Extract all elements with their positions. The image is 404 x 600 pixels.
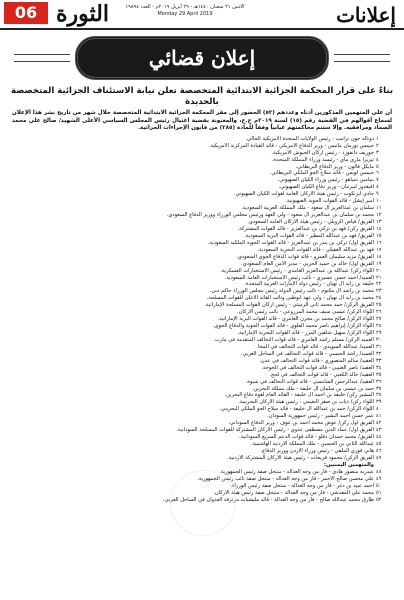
announcement-banner (75, 36, 329, 80)
list-item (14, 337, 390, 344)
list-item-text: طارق محمد عبدالله صالح - فار من وجه العدالة - قائد مليشيات مرتزقة العدوان في الساحل الغربي. (162, 496, 374, 503)
list-item-text: العميد/ أحمد حسن عسيري - نائب رئيس الاستخبارات العامة السعودية. (224, 274, 374, 281)
list-item-number: ١٢ (376, 212, 382, 219)
list-item-number: ٣٧ (376, 385, 382, 392)
list-item-text: اللواء الركن/ حمد بن عبدالله آل خليفة - قائد سلاح الجو الملكي البحريني. (219, 406, 374, 413)
page-header (0, 0, 404, 30)
list-item (14, 448, 390, 455)
newspaper-logo: الثورة (56, 1, 109, 27)
list-item-number: ٢٢ (376, 281, 382, 288)
list-item-number: ٤٦ (376, 447, 382, 454)
list-item-text: الفريق أول/ خالد بن حميد الحربي - مدير الأمن العام السعودي. (241, 260, 374, 267)
list-item (14, 233, 390, 240)
list-item-number: ٥١ (376, 489, 382, 496)
list-item-text: الفريق/ فهد بن عبدالله المطير - قائد القوات البرية السعودية. (244, 232, 374, 239)
list-item (14, 330, 390, 337)
list-item-number: ١٩ (376, 260, 382, 267)
list-item-text: اللواء ركن/ عبدالله بن عبدالعزيز الغامدي - رئيس الاستخبارات العسكرية. (220, 267, 374, 274)
ornament-left-icon (14, 54, 70, 62)
list-item-number: ٤١ (376, 413, 382, 420)
list-item-number: ١٧ (376, 246, 382, 253)
list-item (14, 191, 390, 198)
list-item-number: ٤٤ (376, 434, 382, 441)
list-item-text: بنيامين نتنياهو - رئيس وزراء الكيان الصهيوني. (277, 177, 374, 184)
list-item (14, 358, 390, 365)
list-item (14, 198, 390, 205)
list-item-number: ٥٠ (376, 482, 382, 489)
list-item-text: الفريق أول/ تركي بن بندر بن عبدالعزيز - قائد القوات الجوية الملكية السعودية. (207, 239, 374, 246)
list-item (14, 351, 390, 358)
list-item (14, 150, 390, 157)
list-item-number: ٢١ (376, 274, 382, 281)
accused-list (14, 136, 390, 504)
list-item-number: ٢٤ (376, 295, 382, 302)
list-item-text: العقيد/ سالم المنصوري - قائد قوات التحالف في عدن. (259, 357, 374, 364)
list-item-text: فهد بن عبدالله الغفيلي - قائد القوات البحرية السعودية. (257, 246, 374, 253)
intro-paragraph: أن على المتهمين المذكورين أدناه وعددهم (٥٢) الحضور إلى مقر المحكمة الجزائية الابتدائية المتخصصة خلال شهر من تاريخ نشر هذا الإعلان لسماع أقوالهم في القضية رقم (١٥) لسنة ٢٠١٩م ج.ج، والمعنونة بقضية اغتيال رئيس المجلس السياسي الأعلى الشهيد/ صالح علي محمد الصماد ومرافقيه. وإلا ستتم محاكمتهم غيابياً وفقاً للمادة (٢٨٥) من قانون الإجراءات الجزائية. (12, 110, 393, 132)
list-item-number: ١٦ (376, 239, 382, 246)
list-item-text: اللواء الركن/ سهيل شاهين المرر - قائد القوات البحرية الإماراتية. (237, 330, 374, 337)
list-item-number: ٥ (376, 163, 379, 170)
watermark-seal-icon (170, 470, 236, 536)
list-item (14, 309, 390, 316)
list-item (14, 275, 390, 282)
list-item-number: ٤٨ (376, 468, 382, 475)
list-item-number: ٣١ (376, 343, 382, 350)
list-item (14, 288, 390, 295)
list-item-text: حمد بن عيسى بن سلمان آل خليفة - ملك مملكة البحرين. (252, 385, 374, 392)
headline: بناءً على قرار المحكمة الجزائية الابتدائية المتخصصة تعلن نيابة الاستئناف الجزائية المتخصصة بالحديدة (10, 86, 394, 107)
list-item-number: ٤٠ (376, 406, 382, 413)
list-item-number: ٢٧ (376, 316, 382, 323)
list-item-text: المشير ركن/ خليفة بن أحمد آل خليفة - القائد العام لقوة دفاع البحرين. (224, 392, 374, 399)
list-item-text: سلمان بن عبدالعزيز آل سعود - ملك المملكة العربية السعودية. (241, 205, 374, 212)
list-item (14, 184, 390, 191)
list-item-number: ٣٠ (376, 336, 382, 343)
list-item-text: العميد الركن/ مسلم راشد العامري - قائد قوات التحالف المتقدمة في مأرب. (213, 336, 374, 343)
list-item-text: جيمس نورمان ماتيس - وزير الدفاع الأمريكي - قائد القيادة المركزية الأمريكية. (208, 142, 374, 149)
list-item (14, 365, 390, 372)
list-item (14, 406, 390, 413)
list-item (14, 212, 390, 219)
list-item-number: ٨ (376, 184, 379, 191)
list-item-text: العقيد/ عبدالرحمن الشامسي - قائد قوات التحالف في شبوة. (245, 378, 374, 385)
list-item-number: ٢٦ (376, 309, 382, 316)
list-item-text: عبدربه منصور هادي - فار من وجه العدالة - منتحل صفة رئيس الجمهورية. (219, 468, 374, 475)
list-item (14, 323, 390, 330)
list-item (14, 164, 390, 171)
list-item-number: ٣٨ (376, 392, 382, 399)
list-item-text: العقيد/ خالد الكعبي - قائد قوات التحالف في لحج. (269, 371, 374, 378)
list-item (14, 316, 390, 323)
list-item-text: الفريق أول/ عماد الدين مصطفى عدوي - رئيس الأركان المشتركة للقوات المسلحة السودانية. (176, 427, 374, 434)
list-item-text: العقيد/ ناصر العتيبي - قائد قوات التحالف في الخوخة. (261, 364, 374, 371)
list-item (14, 143, 390, 150)
list-item (14, 157, 390, 164)
list-item-number: ٢٩ (376, 330, 382, 337)
list-item-number: ٤ (376, 156, 379, 163)
list-item-text: محمد علي المقدشي - فار من وجه العدالة - منتحل صفة رئيس هيئة الأركان. (213, 489, 374, 496)
list-item (14, 413, 390, 420)
list-item (14, 399, 390, 406)
list-item-number: ١٥ (376, 232, 382, 239)
list-item-number: ٤٢ (376, 420, 382, 427)
list-item (14, 261, 390, 268)
list-item (14, 219, 390, 226)
dateline (120, 4, 250, 18)
list-item (14, 455, 390, 462)
list-item-text: الفريق الركن/ محمود فريحات - رئيس هيئة الأركان المشتركة الأردنية. (227, 454, 374, 461)
list-item-text: محمد بن سلمان بن عبدالعزيز آل سعود - ولي العهد ورئيس مجلس الوزراء ووزير الدفاع السعودي. (166, 212, 374, 219)
list-item-text: الفريق الركن/ حمد محمد ثاني الرميثي - رئيس أركان القوات المسلحة الإماراتية. (204, 302, 374, 309)
list-item (14, 254, 390, 261)
list-item-text: مايكل فالون - وزير الدفاع البريطاني. (295, 163, 374, 170)
section-title: إعلانات (336, 3, 396, 27)
list-item-number: ١٨ (376, 253, 382, 260)
list-item-number: ٢ (376, 142, 379, 149)
list-item-text: دونالد جون ترامب - رئيس الولايات المتحدة الأمريكية الحالي. (245, 135, 374, 142)
dateline-english: Monday 29 April 2019 (157, 11, 213, 17)
list-item (14, 247, 390, 254)
list-item-number (374, 462, 390, 469)
list-item-number: ٣٩ (376, 399, 382, 406)
list-item-text: علي محسن صالح الأحمر - فار من وجه العدالة - منتحل صفة نائب رئيس الجمهورية. (197, 475, 374, 482)
list-item (14, 344, 390, 351)
list-item-text: جوزيف دانفورد - رئيس أركان الجيوش الأمريكية. (271, 149, 374, 156)
list-item-text: عمر حسن أحمد البشير - رئيس جمهورية السودان. (267, 413, 374, 420)
list-item-text: اللواء الركن/ إبراهيم ناصر محمد العلوي - قائد القوات الجوية والدفاع الجوي. (212, 323, 374, 330)
list-item-text: جادي آيزنكوت - رئيس هيئة الأركان العامة لقوات الكيان الصهيوني. (233, 191, 374, 198)
list-item (14, 372, 390, 379)
list-item-number: ٣٢ (376, 350, 382, 357)
list-item-number: ٣٤ (376, 364, 382, 371)
list-item (14, 386, 390, 393)
list-item (14, 226, 390, 233)
list-item-number: ٥٢ (376, 496, 382, 503)
list-item (14, 240, 390, 247)
list-item-number: ٢٨ (376, 323, 382, 330)
list-item (14, 441, 390, 448)
list-item-number: ٢٥ (376, 302, 382, 309)
list-item-text: جيمس لويس - قائد سلاح الجو الملكي البريطاني. (269, 170, 374, 177)
list-item-text: تيريزا ماري ماي - رئيسة وزراء المملكة المتحدة. (271, 156, 374, 163)
list-item-number: ٣ (376, 149, 379, 156)
dateline-arabic: الاثنين ٢١ شعبان ١٤٤٠هـ - ٢٩ أبريل ٢٠١٩م - العدد ١٩٨٩٤ (125, 4, 245, 10)
list-item-text: العميد/ عبدالله السويدي - قائد قوات التحالف في المخا. (256, 343, 374, 350)
list-item (14, 268, 390, 275)
list-item (14, 302, 390, 309)
list-item (14, 379, 390, 386)
list-item-text: محمد بن راشد آل مكتوم - نائب رئيس الدولة رئيس مجلس الوزراء حاكم دبي. (209, 288, 374, 295)
list-item-text: اللواء ركن/ ذياب بن صقر النعيمي - رئيس هيئة الأركان البحرينية. (238, 399, 374, 406)
list-item (14, 136, 390, 143)
list-item (14, 420, 390, 427)
list-item-number: ٦ (376, 170, 379, 177)
list-item-text: أحمد عبيد بن دغر - فار من وجه العدالة - منتحل صفة رئيس الوزراء. (230, 482, 374, 489)
list-item-number: ٤٩ (376, 475, 382, 482)
list-item (14, 205, 390, 212)
list-item-number: ٢٣ (376, 288, 382, 295)
page-number-badge: 06 (4, 2, 48, 24)
list-item-text: الفريق/ محمد حمدان دقلو - قائد قوات الدعم السريع السودانية. (239, 434, 374, 441)
list-item-number: ٣٣ (376, 357, 382, 364)
list-item-number: ١١ (376, 205, 382, 212)
list-subheading (14, 462, 390, 469)
list-item-number: ٣٥ (376, 371, 382, 378)
list-item (14, 392, 390, 399)
list-item-text: الفريق/ مزيد سليمان العمرو - قائد قوات الدفاع الجوي السعودي. (236, 253, 374, 260)
list-item (14, 434, 390, 441)
list-item-number: ٧ (376, 177, 379, 184)
list-item-text: الفريق/ فياض الرويلي - رئيس هيئة الأركان العامة السعودي. (247, 219, 374, 226)
list-item-text: أمير إيشل - قائد القوات الجوية الصهيونية. (285, 198, 374, 205)
list-item (14, 177, 390, 184)
list-item (14, 281, 390, 288)
list-item-number: ٤٧ (376, 454, 382, 461)
list-item (14, 295, 390, 302)
list-item-text: هاني فوزي الملقي - رئيس وزراء الأردن ووزير الدفاع. (260, 447, 374, 454)
banner-title: إعلان قضائي (148, 46, 256, 70)
list-item-number: ٩ (376, 191, 379, 198)
list-item-number: ٤٣ (376, 427, 382, 434)
list-item-text: أفيغدور ليبرمان - وزير دفاع الكيان الصهيوني. (278, 184, 374, 191)
list-item-number: ٢٠ (376, 267, 382, 274)
list-item-number: ١٤ (376, 225, 382, 232)
list-item-text: اللواء الركن/ صالح محمد بن مجرن العامري - قائد القوات البرية الإماراتية. (217, 316, 374, 323)
list-item (14, 170, 390, 177)
list-item-number: ٤٥ (376, 441, 382, 448)
list-item-number: ١ (376, 135, 379, 142)
list-item-text: محمد بن زايد آل نهيان - ولي عهد أبوظبي ونائب القائد الأعلى للقوات المسلحة. (206, 295, 374, 302)
ornament-right-icon (334, 54, 390, 62)
list-item-text: العميد/ راشد الحبسي - قائد قوات التحالف في الساحل الغربي. (240, 350, 374, 357)
list-item-number: ٣٦ (376, 378, 382, 385)
list-item (14, 427, 390, 434)
list-item-text: الفريق أول ركن/ عوض محمد أحمد بن عوف - وزير الدفاع السوداني. (228, 420, 374, 427)
list-item-text: الفريق ركن/ فهد بن تركي بن عبدالعزيز - قائد القوات المشتركة. (237, 225, 374, 232)
list-item-text: والمتهمين اليمنيين: (323, 461, 374, 468)
list-item-number: ١٠ (376, 198, 382, 205)
list-item-number: ١٣ (376, 219, 382, 226)
list-item-text: اللواء الركن/ عيسى سيف محمد المزروعي - نائب رئيس الأركان. (237, 309, 374, 316)
list-item-text: عبدالله الثاني بن الحسين - ملك المملكة الأردنية الهاشمية. (250, 441, 374, 448)
list-item-text: خليفة بن زايد آل نهيان - رئيس دولة الإمارات العربية المتحدة. (244, 281, 374, 288)
